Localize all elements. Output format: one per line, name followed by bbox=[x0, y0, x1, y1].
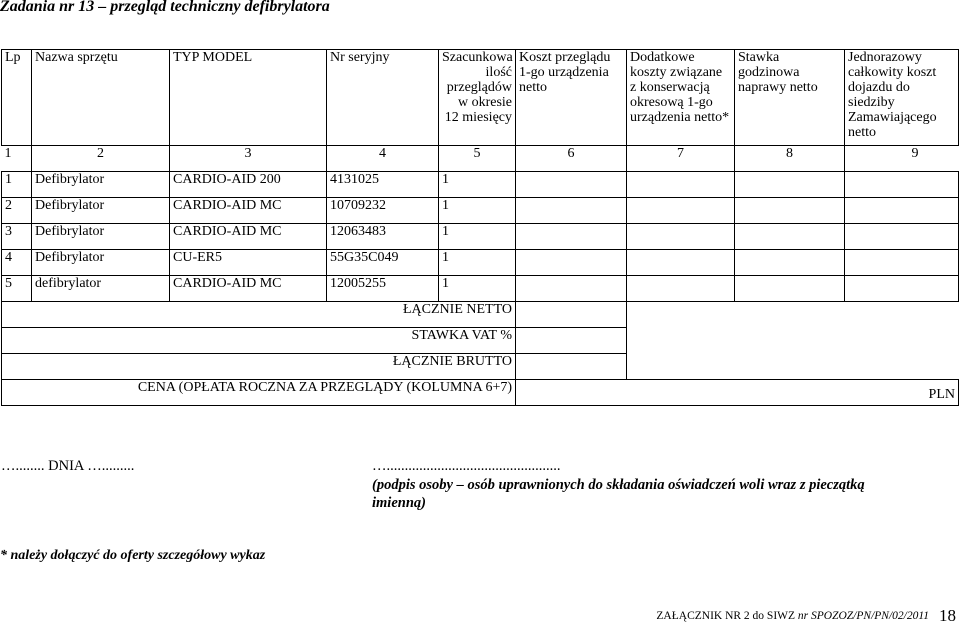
col-num: 7 bbox=[627, 146, 735, 172]
row-rate bbox=[735, 172, 845, 198]
header-row bbox=[2, 50, 959, 146]
row-cost bbox=[516, 224, 627, 250]
row-lp: 1 bbox=[2, 172, 32, 198]
row-rate bbox=[735, 198, 845, 224]
column-numbers-row bbox=[2, 146, 959, 172]
row-serial: 4131025 bbox=[327, 172, 439, 198]
row-name: Defibrylator bbox=[32, 172, 170, 198]
row-model: CARDIO-AID MC bbox=[170, 224, 327, 250]
summary-net-value bbox=[516, 302, 627, 328]
row-travel bbox=[845, 250, 959, 276]
row-qty: 1 bbox=[439, 276, 516, 302]
header-travel-cost: Jednorazowy całkowity koszt dojazdu do siedziby Zamawiającego netto bbox=[845, 50, 959, 146]
row-name: Defibrylator bbox=[32, 224, 170, 250]
page-title: Zadania nr 13 – przegląd techniczny defibrylatora bbox=[0, 0, 330, 15]
row-travel bbox=[845, 172, 959, 198]
header-hourly-rate: Stawka godzinowa naprawy netto bbox=[735, 50, 845, 146]
col-num: 3 bbox=[170, 146, 327, 172]
footer-text: ZAŁĄCZNIK NR 2 do SIWZ bbox=[656, 610, 796, 622]
header-extra-cost: Dodatkowe koszty związane z konserwacją okresową 1-go urządzenia netto* bbox=[627, 50, 735, 146]
row-name: Defibrylator bbox=[32, 250, 170, 276]
row-serial: 55G35C049 bbox=[327, 250, 439, 276]
row-extra bbox=[627, 224, 735, 250]
table-row bbox=[2, 224, 959, 250]
row-lp: 2 bbox=[2, 198, 32, 224]
summary-gross-label: ŁĄCZNIE BRUTTO bbox=[2, 354, 516, 380]
row-serial: 10709232 bbox=[327, 198, 439, 224]
header-serial: Nr seryjny bbox=[327, 50, 439, 146]
page-footer bbox=[656, 610, 929, 622]
row-travel bbox=[845, 224, 959, 250]
header-lp: Lp bbox=[2, 50, 32, 146]
row-cost bbox=[516, 172, 627, 198]
summary-gross-value bbox=[516, 354, 627, 380]
row-qty: 1 bbox=[439, 198, 516, 224]
summary-net-label: ŁĄCZNIE NETTO bbox=[2, 302, 516, 328]
page-number: 18 bbox=[939, 606, 956, 625]
row-extra bbox=[627, 250, 735, 276]
row-rate bbox=[735, 276, 845, 302]
row-model: CU-ER5 bbox=[170, 250, 327, 276]
summary-vat-value bbox=[516, 328, 627, 354]
row-lp: 5 bbox=[2, 276, 32, 302]
row-extra bbox=[627, 198, 735, 224]
row-extra bbox=[627, 172, 735, 198]
row-travel bbox=[845, 198, 959, 224]
col-num: 2 bbox=[32, 146, 170, 172]
row-model: CARDIO-AID MC bbox=[170, 276, 327, 302]
header-name: Nazwa sprzętu bbox=[32, 50, 170, 146]
defibrillator-table bbox=[1, 49, 959, 406]
row-name: Defibrylator bbox=[32, 198, 170, 224]
col-num: 5 bbox=[439, 146, 516, 172]
table-row bbox=[2, 250, 959, 276]
row-rate bbox=[735, 224, 845, 250]
table-row bbox=[2, 276, 959, 302]
summary-row-net bbox=[2, 302, 959, 328]
row-qty: 1 bbox=[439, 250, 516, 276]
header-model: TYP MODEL bbox=[170, 50, 327, 146]
row-cost bbox=[516, 250, 627, 276]
summary-row-price bbox=[2, 380, 959, 406]
row-cost bbox=[516, 276, 627, 302]
footer-ref: nr SPOZOZ/PN/PN/02/2011 bbox=[797, 610, 929, 622]
row-lp: 3 bbox=[2, 224, 32, 250]
header-cost: Koszt przeglądu 1-go urządzenia netto bbox=[516, 50, 627, 146]
col-num: 1 bbox=[4, 146, 12, 161]
header-qty: Szacunkowa ilość przeglądów w okresie 12 miesięcy bbox=[439, 50, 516, 146]
row-qty: 1 bbox=[439, 172, 516, 198]
signature-caption: (podpis osoby – osób uprawnionych do składania oświadczeń woli wraz z pieczątką imienną) bbox=[372, 477, 865, 511]
row-extra bbox=[627, 276, 735, 302]
col-num: 4 bbox=[327, 146, 439, 172]
summary-vat-label: STAWKA VAT % bbox=[2, 328, 516, 354]
row-model: CARDIO-AID MC bbox=[170, 198, 327, 224]
row-name: defibrylator bbox=[32, 276, 170, 302]
row-lp: 4 bbox=[2, 250, 32, 276]
table-row bbox=[2, 172, 959, 198]
row-travel bbox=[845, 276, 959, 302]
summary-price-label: CENA (OPŁATA ROCZNA ZA PRZEGLĄDY (KOLUMNA 6+7) bbox=[2, 380, 516, 406]
row-serial: 12005255 bbox=[327, 276, 439, 302]
row-model: CARDIO-AID 200 bbox=[170, 172, 327, 198]
row-serial: 12063483 bbox=[327, 224, 439, 250]
row-qty: 1 bbox=[439, 224, 516, 250]
col-num: 9 bbox=[845, 146, 959, 172]
row-rate bbox=[735, 250, 845, 276]
col-num: 6 bbox=[516, 146, 627, 172]
table-row bbox=[2, 198, 959, 224]
col-num: 8 bbox=[735, 146, 845, 172]
date-line: …........ DNIA …......... bbox=[1, 458, 135, 474]
signature-line: …................................................ bbox=[372, 458, 561, 474]
summary-currency: PLN bbox=[516, 380, 959, 406]
footnote: * należy dołączyć do oferty szczegółowy wykaz bbox=[0, 548, 266, 563]
row-cost bbox=[516, 198, 627, 224]
